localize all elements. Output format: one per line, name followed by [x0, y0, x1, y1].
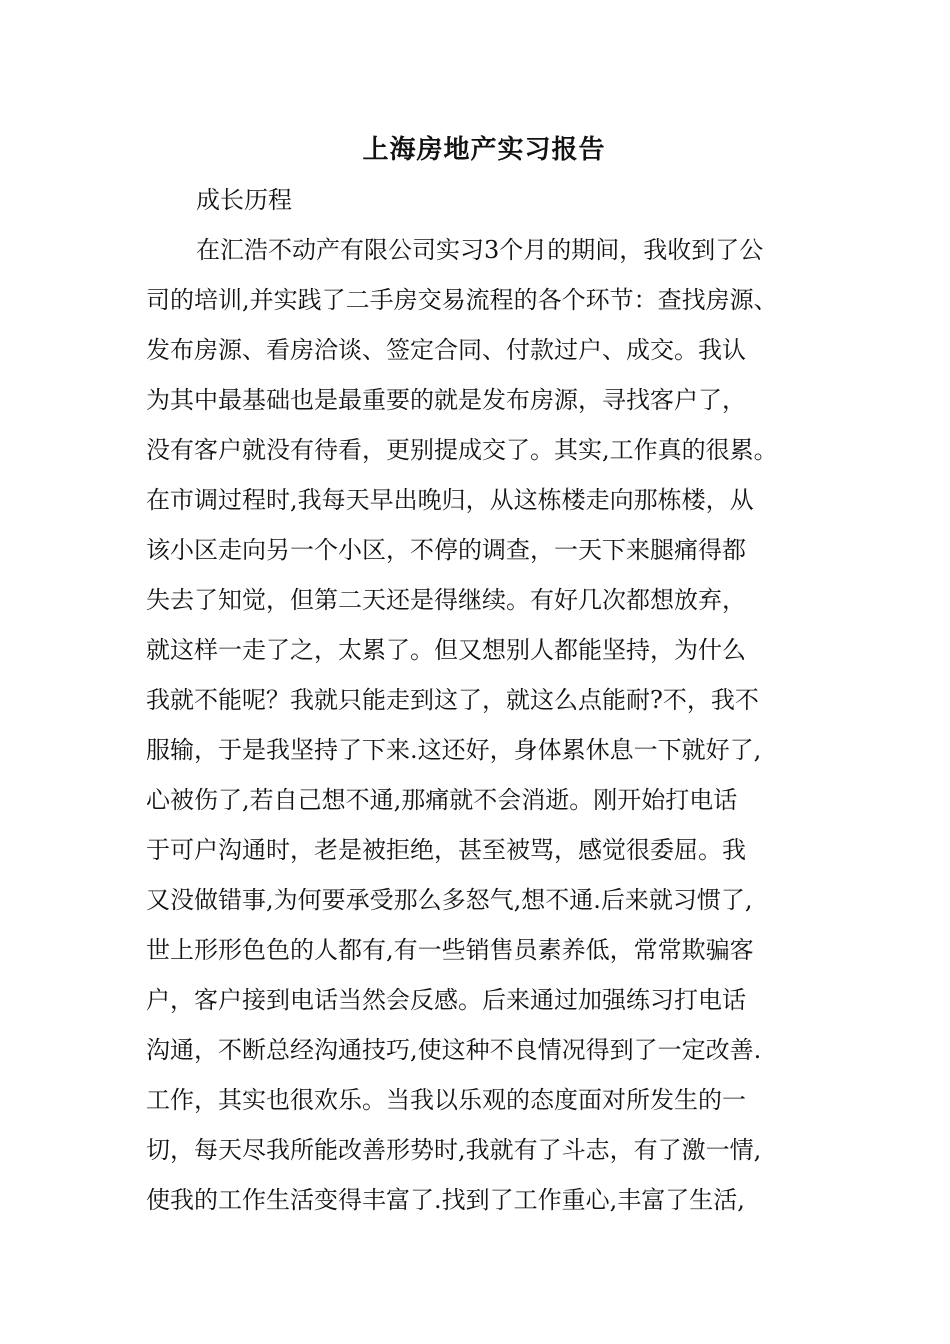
paragraph-line: 沟通，不断总经沟通技巧,使这种不良情况得到了一定改善.	[146, 1036, 762, 1064]
paragraph-line: 司的培训,并实践了二手房交易流程的各个环节：查找房源、	[146, 286, 778, 314]
paragraph-line: 发布房源、看房洽谈、签定合同、付款过户、成交。我认	[146, 336, 746, 364]
paragraph-line: 就这样一走了之，太累了。但又想别人都能坚持，为什么	[146, 636, 746, 664]
document-title: 上海房地产实习报告	[362, 135, 606, 165]
paragraph-line: 我就不能呢？我就只能走到这了，就这么点能耐?不，我不	[146, 686, 759, 714]
paragraph-line: 于可户沟通时，老是被拒绝，甚至被骂，感觉很委屈。我	[146, 836, 746, 864]
paragraph-line: 在市调过程时,我每天早出晚归，从这栋楼走向那栋楼，从	[146, 486, 754, 514]
section-heading: 成长历程	[196, 186, 292, 214]
paragraph-line: 为其中最基础也是最重要的就是发布房源，寻找客户了，	[146, 386, 746, 414]
paragraph-line: 没有客户就没有待看，更别提成交了。其实,工作真的很累。	[146, 436, 778, 464]
paragraph-line: 又没做错事,为何要承受那么多怒气,想不通.后来就习惯了,	[146, 886, 753, 914]
paragraph-line: 使我的工作生活变得丰富了.找到了工作重心,丰富了生活,	[146, 1186, 745, 1214]
paragraph-line: 切，每天尽我所能改善形势时,我就有了斗志，有了激一情,	[146, 1136, 762, 1164]
paragraph-line: 心被伤了,若自己想不通,那痛就不会消逝。刚开始打电话	[146, 786, 738, 814]
paragraph-line: 该小区走向另一个小区，不停的调查，一天下来腿痛得都	[146, 536, 746, 564]
paragraph-line: 户，客户接到电话当然会反感。后来通过加强练习打电话	[146, 986, 746, 1014]
paragraph-line: 工作，其实也很欢乐。当我以乐观的态度面对所发生的一	[146, 1086, 746, 1114]
paragraph-line: 失去了知觉，但第二天还是得继续。有好几次都想放弃，	[146, 586, 746, 614]
paragraph-line: 世上形形色色的人都有,有一些销售员素养低，常常欺骗客	[146, 936, 754, 964]
paragraph-line: 服输，于是我坚持了下来.这还好，身体累休息一下就好了,	[146, 736, 762, 764]
paragraph-line: 在汇浩不动产有限公司实习3个月的期间，我收到了公	[196, 236, 764, 264]
